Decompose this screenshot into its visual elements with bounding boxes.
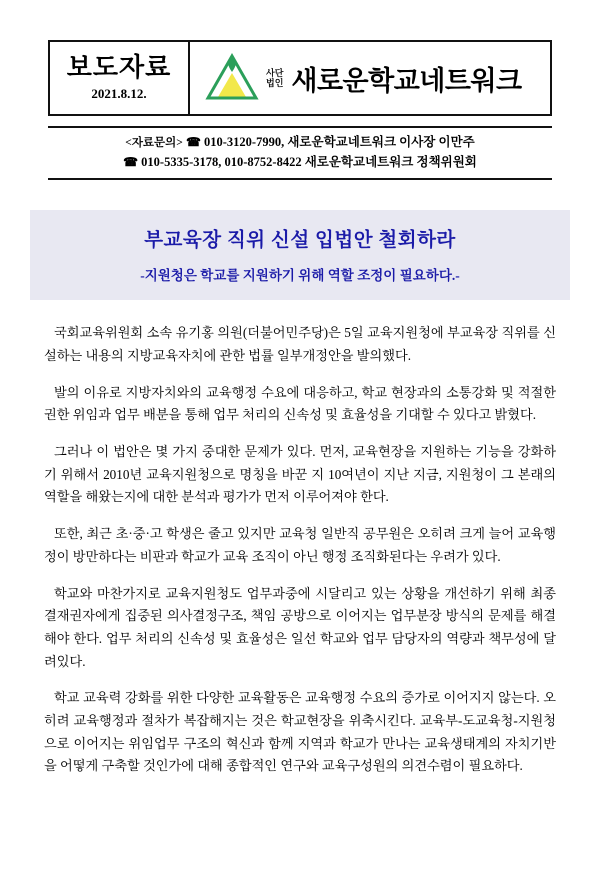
contact-text-1: 새로운학교네트워크 이사장 이만주 <box>287 135 475 149</box>
contact-row-1 <box>48 133 552 153</box>
corporation-badge-line2: 법인 <box>266 78 284 88</box>
contact-phone-1: 010-3120-7990, <box>204 135 285 149</box>
body-paragraph: 발의 이유로 지방자치와의 교육행정 수요에 대응하고, 학교 현장과의 소통강화 및 적절한 권한 위임과 업무 배분을 통해 업무 처리의 신속성 및 효율성을 기대할 수 있다고 밝혔다. <box>44 384 556 423</box>
contact-label: <자료문의> <box>125 137 183 149</box>
telephone-icon: ☎ <box>185 135 201 149</box>
corporation-badge-line1: 사단 <box>266 67 284 78</box>
corporation-badge <box>266 68 283 89</box>
document-type-label: 보도자료 <box>66 52 172 82</box>
contact-text-2: 새로운학교네트워크 정책위원회 <box>304 154 477 169</box>
contact-block <box>48 126 552 180</box>
body-paragraph: 학교와 마찬가지로 교육지원청도 업무과중에 시달리고 있는 상황을 개선하기 위해 최종 결재권자에게 집중된 의사결정구조, 책임 공방으로 이어지는 업무분장 방식의 문제를 해결해야 한다. 업무 처리의 신속성 및 효율성은 일선 학교와 업무 담당자의 역량과 책무성에 달려있다. <box>44 585 556 669</box>
organization-name: 새로운학교네트워크 <box>291 65 522 96</box>
contact-row-2 <box>48 153 552 172</box>
body-paragraph: 학교 교육력 강화를 위한 다양한 교육활동은 교육행정 수요의 증가로 이어지지 않는다. 오히려 교육행정과 절차가 복잡해지는 것은 학교현장을 위축시킨다. 교육부-도교육청-지원청으로 이어지는 위임업무 구조의 혁신과 함께 지역과 학교가 만나는 교육생태계의 자치기반을 어떻게 구축할 것인가에 대해 종합적인 연구와 교육구성원의 의견수렴이 필요하다. <box>44 690 556 774</box>
body-paragraph: 그러나 이 법안은 몇 가지 중대한 문제가 있다. 먼저, 교육현장을 지원하는 기능을 강화하기 위해서 2010년 교육지원청으로 명칭을 바꾼 지 10여년이 지난 지금, 지원청이 그 본래의 역할을 해왔는지에 대한 분석과 평가가 먼저 이루어져야 한다. <box>44 444 556 505</box>
headline-subtitle: -지원청은 학교를 지원하기 위해 역할 조정이 필요하다.- <box>140 268 460 284</box>
headline-banner <box>30 210 570 300</box>
document-header <box>48 40 552 116</box>
headline-title: 부교육장 직위 신설 입법안 철회하라 <box>144 230 456 252</box>
body-paragraph: 또한, 최근 초·중·고 학생은 줄고 있지만 교육청 일반직 공무원은 오히려 크게 늘어 교육행정이 방만하다는 비판과 학교가 교육 조직이 아닌 행정 조직화된다는 우려가 있다. <box>44 526 556 564</box>
body-text <box>44 322 556 778</box>
triangle-house-logo-icon <box>204 52 260 104</box>
document-date: 2021.8.12. <box>91 86 147 102</box>
body-paragraph: 국회교육위원회 소속 유기홍 의원(더불어민주당)은 5일 교육지원청에 부교육장 직위를 신설하는 내용의 지방교육자치에 관한 법률 일부개정안을 발의했다. <box>44 325 556 363</box>
document-page <box>0 40 600 893</box>
header-doc-type-block <box>50 42 190 114</box>
contact-phone-2: 010-5335-3178, 010-8752-8422 <box>141 154 302 169</box>
telephone-icon-2: ☎ <box>123 154 139 169</box>
header-org-block <box>190 42 550 114</box>
